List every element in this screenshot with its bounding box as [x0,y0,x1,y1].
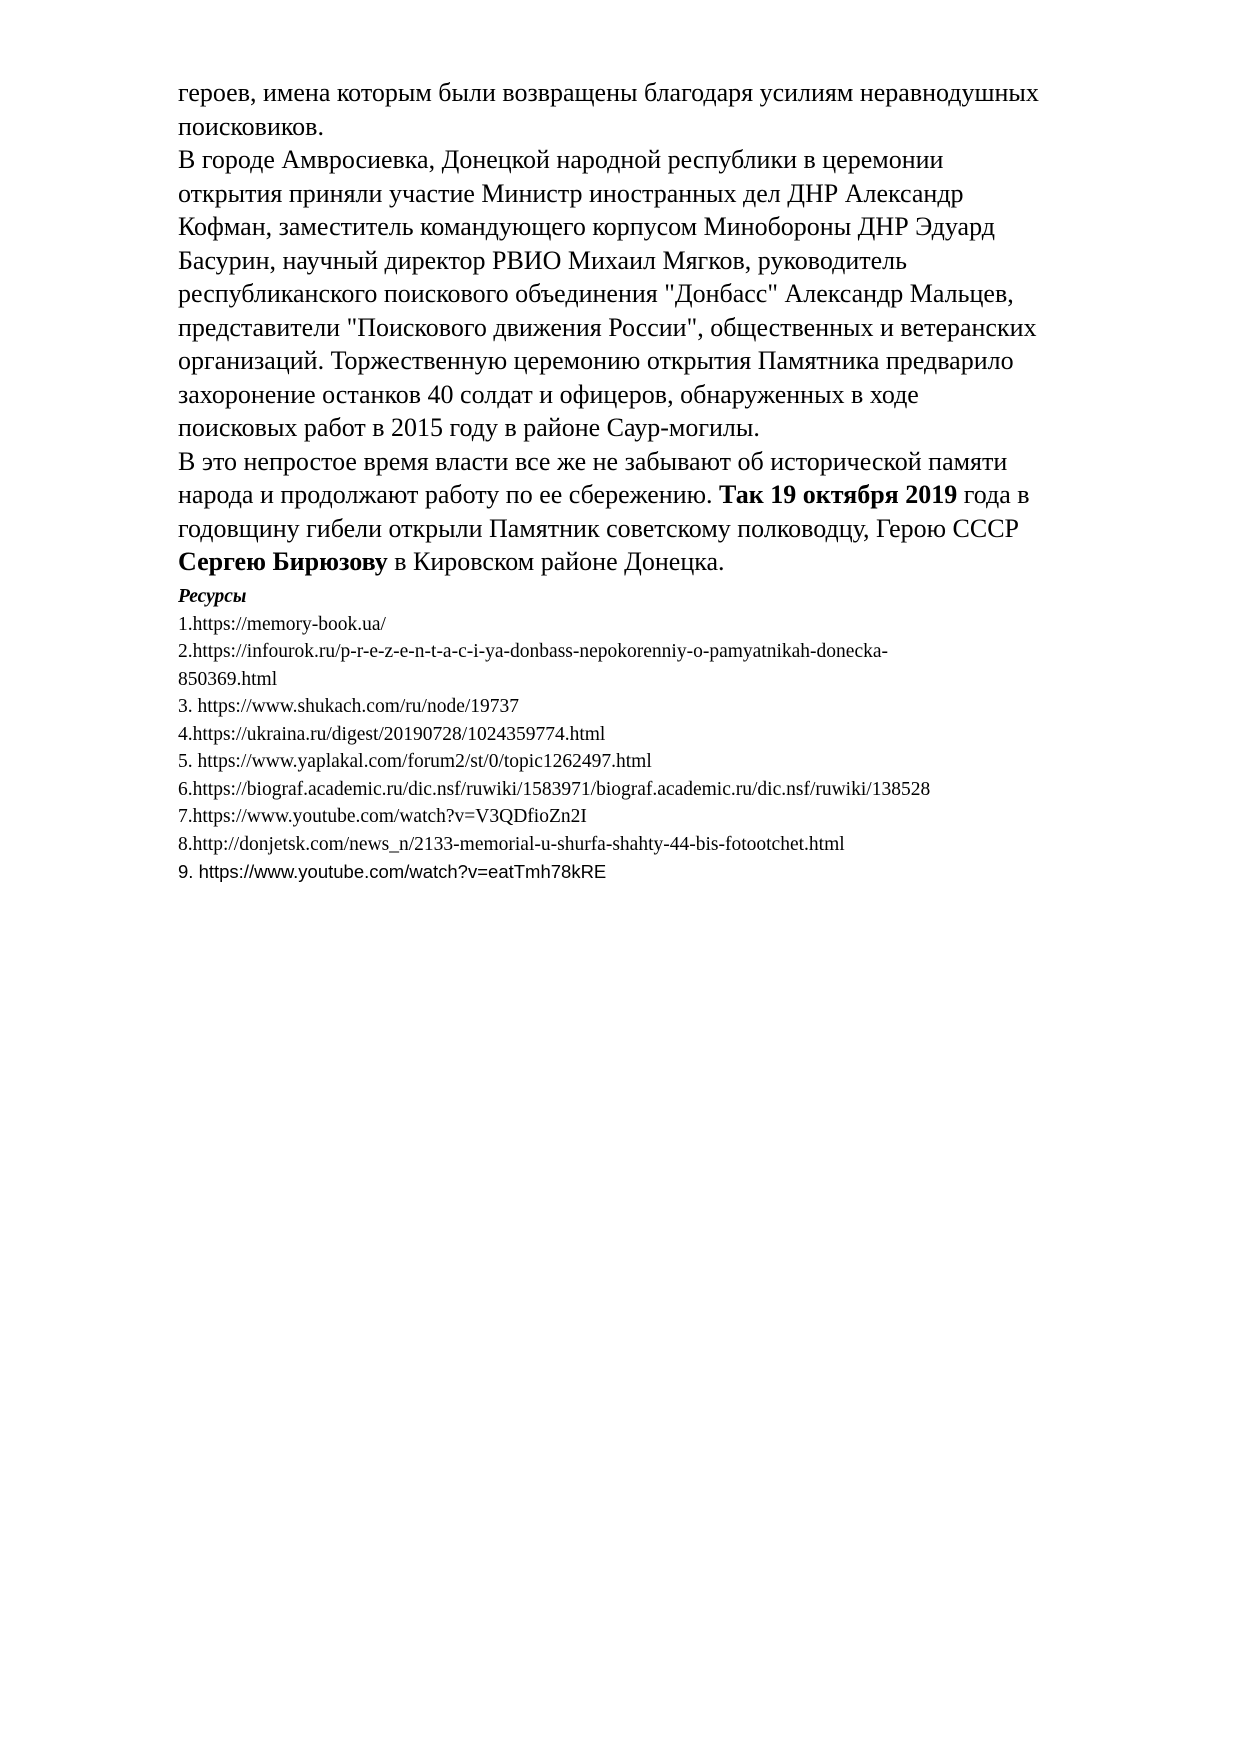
resource-link[interactable]: 6.https://biograf.academic.ru/dic.nsf/ruwiki/1583971/biograf.academic.ru/dic.nsf/ruwiki/138528 [178,778,931,800]
paragraph-biryuzov [178,445,1168,579]
text-line: героев, имена которым были возвращены благодаря усилиям неравнодушных [178,78,1039,107]
resource-link[interactable]: 1.https://memory-book.ua/ [178,613,386,635]
paragraph-amvrosievka [178,143,1168,445]
text-line: Басурин, научный директор РВИО Михаил Мягков, руководитель [178,245,907,275]
text-line [178,478,1168,512]
text-run: народа и продолжают работу по ее сбережению. [178,480,720,509]
resource-link[interactable]: 7.https://www.youtube.com/watch?v=V3QDfioZn2I [178,806,587,827]
paragraph-heroes [178,76,1168,143]
text-line [178,545,1168,579]
text-line: годовщину гибели открыли Памятник советскому полководцу, Герою СССР [178,513,1020,543]
text-line: захоронение останков 40 солдат и офицеров, обнаруженных в ходе [178,379,919,409]
text-line: поисковых работ в 2015 году в районе Саур-могилы. [178,413,760,442]
text-line: представители "Поискового движения России", общественных и ветеранских [178,312,1037,342]
resource-link[interactable]: 2.https://infourok.ru/p-r-e-z-e-n-t-a-c-i-ya-donbass-nepokorenniy-o-pamyatnikah-donecka- [178,641,888,662]
resources-heading: Ресурсы [178,586,247,607]
text-line: поисковиков. [178,111,324,141]
resource-link[interactable]: 5. https://www.yaplakal.com/forum2/st/0/topic1262497.html [178,751,652,772]
text-line: открытия приняли участие Министр иностранных дел ДНР Александр [178,178,964,208]
resource-link[interactable]: 8.http://donjetsk.com/news_n/2133-memorial-u-shurfa-shahty-44-bis-fotootchet.html [178,833,845,855]
text-line: В городе Амвросиевка, Донецкой народной республики в церемонии [178,145,944,174]
bold-name: Сергею Бирюзову [178,547,388,576]
text-line: республиканского поискового объединения "Донбасс" Александр Мальцев, [178,279,1014,308]
resource-link[interactable]: 3. https://www.shukach.com/ru/node/19737 [178,696,520,717]
resources-section [178,583,1178,886]
text-line: Кофман, заместитель командующего корпусом Минобороны ДНР Эдуард [178,212,995,241]
bold-date: Так 19 октября 2019 [719,480,958,509]
text-line: В это непростое время власти все же не забывают об исторической памяти [178,446,1008,476]
resource-link[interactable]: 9. https://www.youtube.com/watch?v=eatTmh78kRE [178,861,607,882]
text-run: в Кировском районе Донецка. [387,547,725,576]
article-body [178,76,1168,579]
resource-link[interactable]: 850369.html [178,668,278,690]
text-run: года в [957,480,1030,509]
resource-link[interactable]: 4.https://ukraina.ru/digest/20190728/1024359774.html [178,723,606,745]
text-line: организаций. Торжественную церемонию открытия Памятника предварило [178,346,1014,375]
